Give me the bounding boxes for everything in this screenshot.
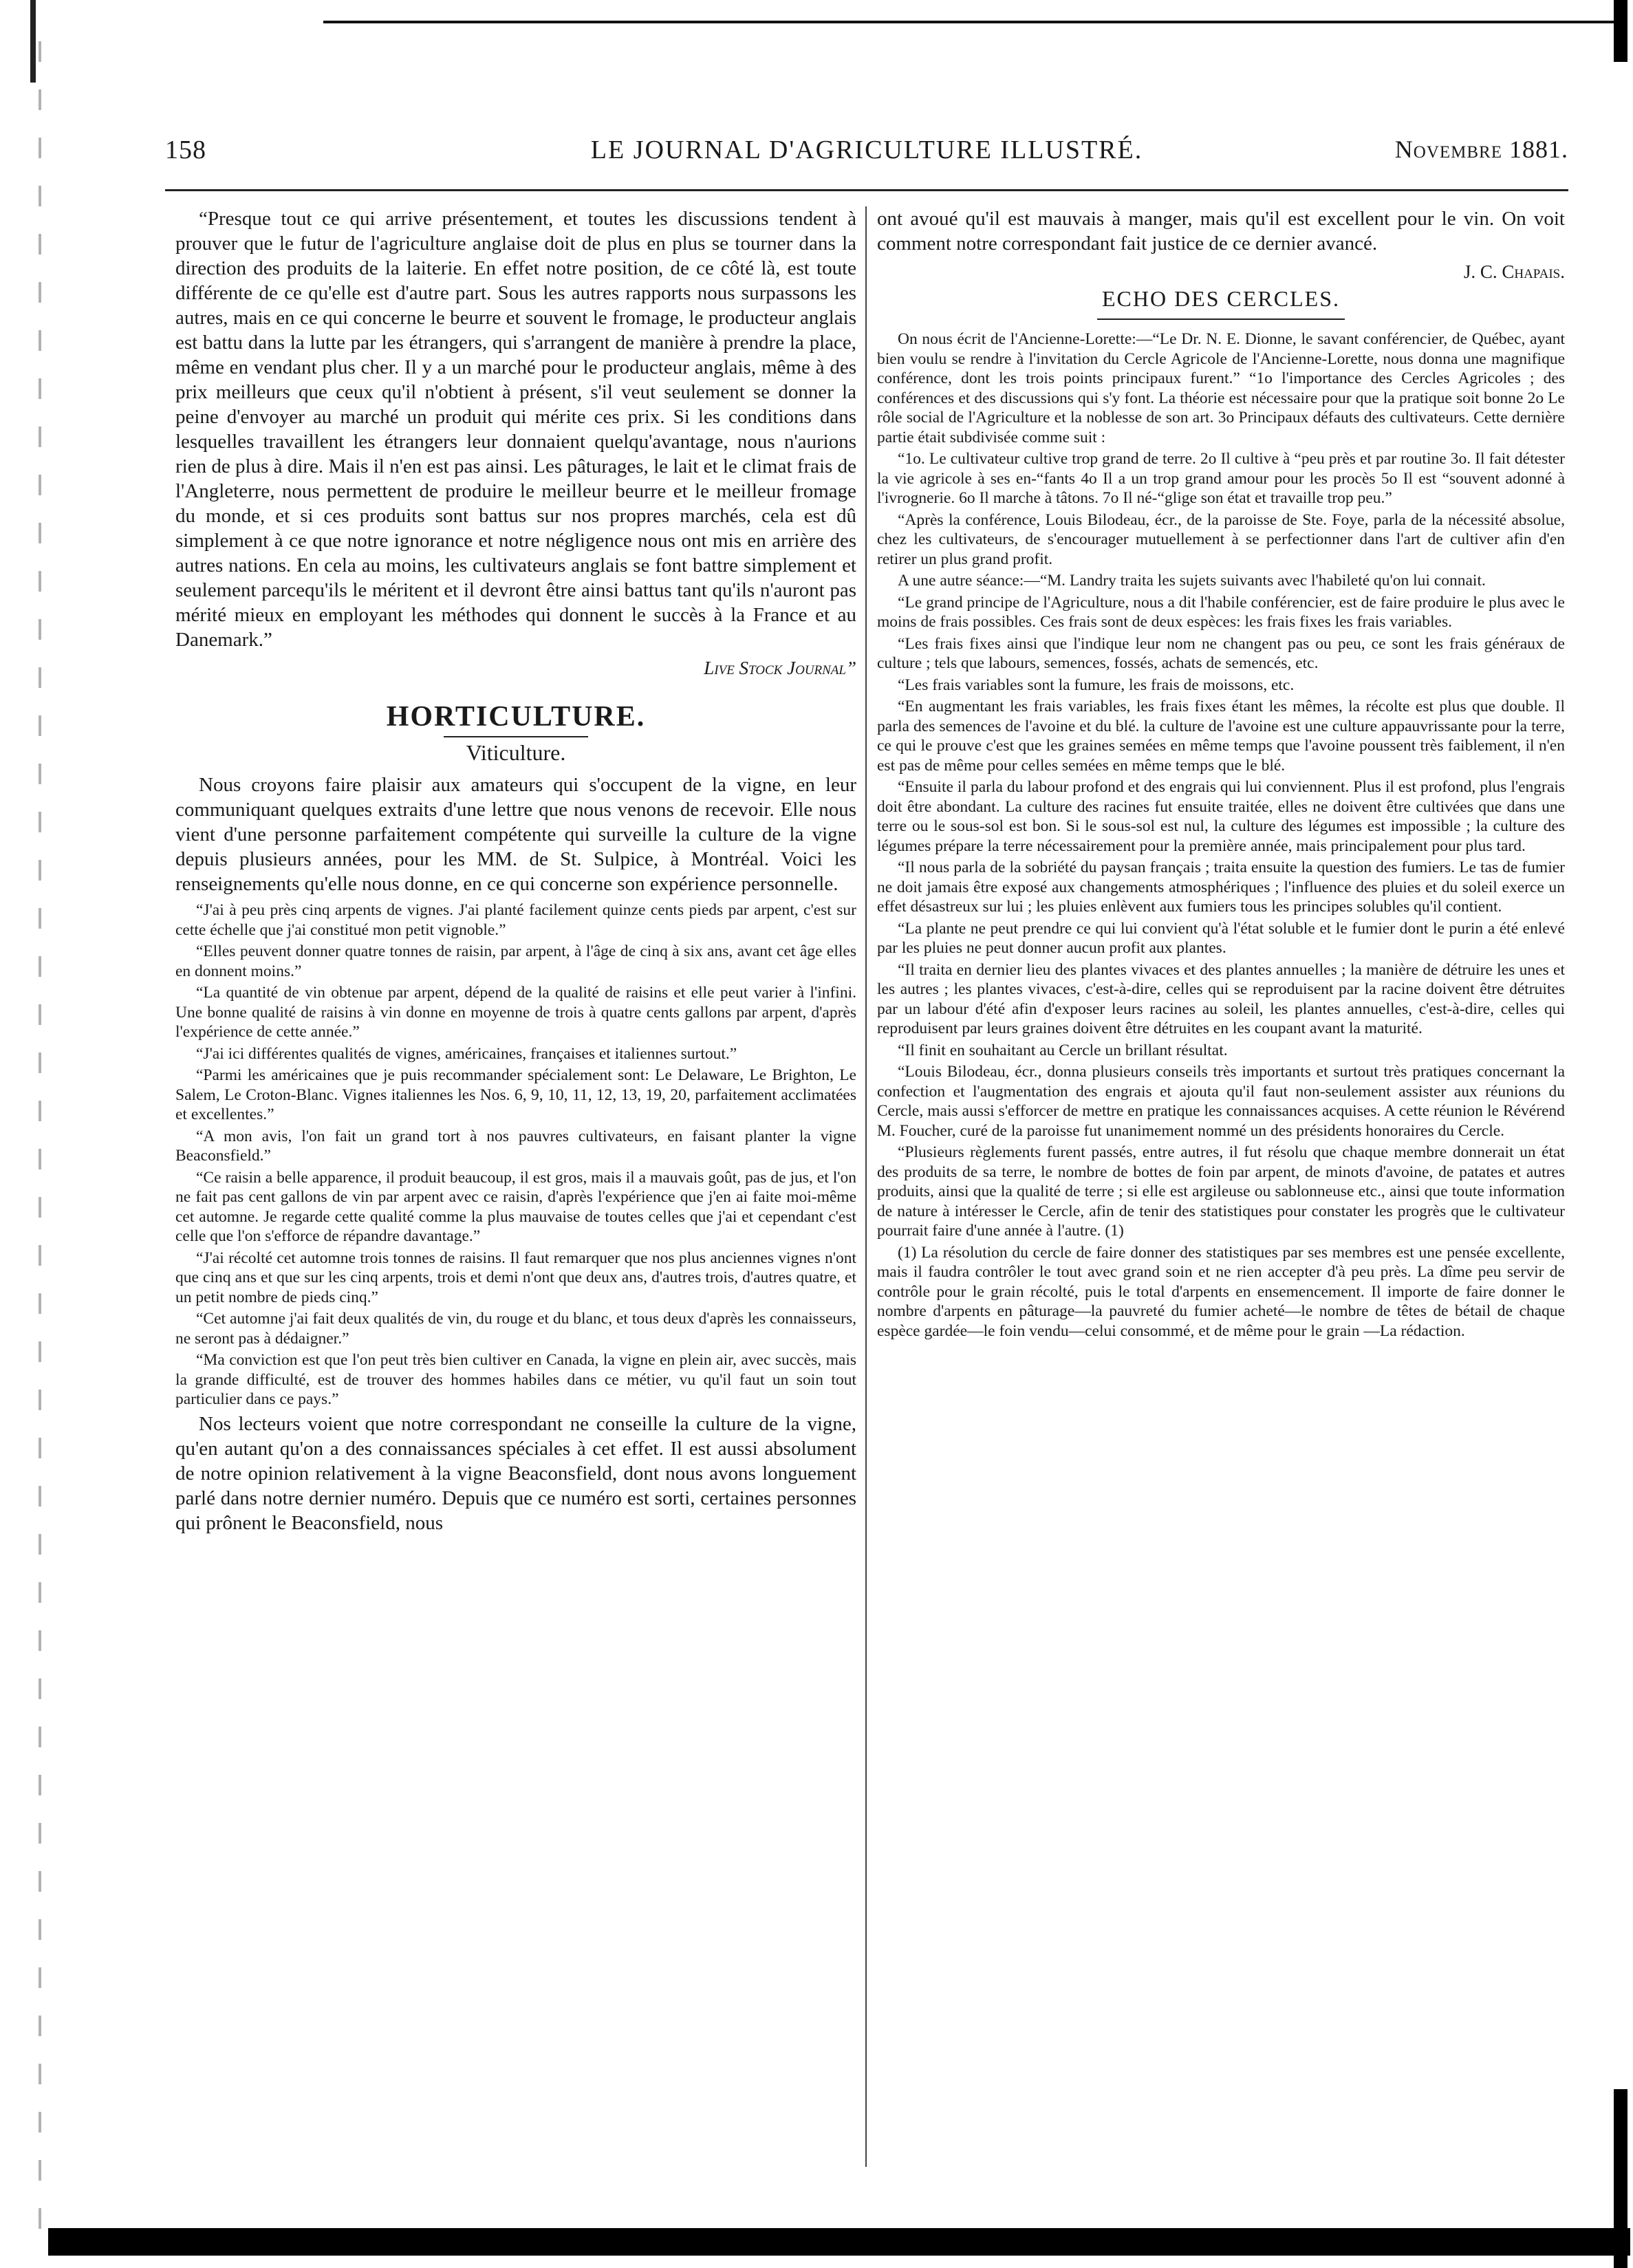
section-subtitle-viticulture: Viticulture. [466,740,566,765]
echo-paragraph: “En augmentant les frais variables, les frais fixes étant les mêmes, la récolte est plus que double. Il parla des semences de l'avoine et du blé. la culture de l'avoine est une culture appauvrissante pour la terre, ce qui le prouve c'est que les graines semées en même temps que l'avoine poussent très faiblement, il n'en est pas de même pour celles semées en même temps que le blé. [877,698,1565,775]
letter-paragraph: “J'ai récolté cet automne trois tonnes de raisins. Il faut remarquer que nos plus anciennes vignes n'ont que cinq ans et que sur les cinq arpents, trois et demi n'ont que deux ans, d'autres trois, d'autres quatre, et un petit nombre de pieds cinq.” [175,1249,856,1306]
echo-paragraph: “Après la conférence, Louis Bilodeau, écr., de la paroisse de Ste. Foye, parla de la nécessité absolue, chez les cultivateurs, de s'encourager mutuellement à se perfectionner dans l'art de cultiver afin d'en retirer un plus grand profit. [877,510,1565,568]
echo-paragraph: “Il finit en souhaitant au Cercle un brillant résultat. [898,1041,1228,1059]
letter-paragraph: “Ce raisin a belle apparence, il produit beaucoup, il est gros, mais il a mauvais goût, pas de jus, et l'on ne fait pas cent gallons de vin par arpent avec ce raisin, d'après l'expérience que j'en ai faite moi-même cet automne. Je regarde cette qualité comme la plus mauvaise de toutes celles que j'ai et cependant c'est celle que l'on s'efforce de répandre davantage.” [175,1168,856,1245]
echo-paragraph: “Ensuite il parla du labour profond et des engrais qui lui conviennent. Plus il est profond, plus l'engrais doit être abondant. La culture des racines fut ensuite traitée, elles ne doivent être cultivées que dans une terre ou le sous-sol est bon. Si le sous-sol est nul, la culture des légumes est impossible ; la culture des légumes prépare la terre nécessairement pour la première année, mais principalement pour plus tard. [877,778,1565,855]
scan-edge-bottom [48,2228,1630,2256]
echo-paragraph: “Le grand principe de l'Agriculture, nous a dit l'habile conférencier, est de faire produire le plus avec le moins de frais possibles. Ces frais sont de deux espèces: les frais fixes les frais variables. [877,593,1565,631]
letter-paragraph: “A mon avis, l'on fait un grand tort à nos pauvres cultivateurs, en faisant planter la vigne Beaconsfield.” [175,1127,856,1165]
echo-paragraph: “Il nous parla de la sobriété du paysan français ; traita ensuite la question des fumiers. Le tas de fumier ne doit jamais être exposé aux changements atmosphériques ; l'influence des pluies et du soleil exerce un effet désastreux sur lui ; les pluies enlèvent aux fumiers tous les principes solubles qu'il contient. [877,858,1565,916]
page-number: 158 [165,136,206,164]
echo-paragraph: A une autre séance:—“M. Landry traita les sujets suivants avec l'habileté qu'on lui connait. [898,572,1486,590]
scan-edge-left [39,41,41,2229]
echo-paragraph: “Les frais variables sont la fumure, les frais de moissons, etc. [898,676,1295,694]
letter-paragraph: “La quantité de vin obtenue par arpent, dépend de la qualité de raisins et elle peut varier à l'infini. Une bonne qualité de raisins à vin donne en moyenne de trois à quatre cents gallons par arpent, d'après l'expérience de cette année.” [175,984,856,1041]
issue-date: Novembre 1881. [1394,136,1568,163]
section-rule [444,736,588,737]
echo-paragraph: “La plante ne peut prendre ce qui lui convient qu'à l'état soluble et le fumier dont le purin a été enlevé par les pluies ne peut donner aucun profit aux plantes. [877,919,1565,957]
echo-paragraph: “Plusieurs règlements furent passés, entre autres, il fut résolu que chaque membre donnerait un état des produits de sa terre, le nombre de bottes de foin par arpent, de minots d'avoine, de patates et autres produits, ainsi que la qualité de terre ; si elle est argileuse ou sablonneuse etc., ainsi que toute information de nature à intéresser le Cercle, afin de tenir des statistiques pour constater les progrès que le cultivateur pourrait faire d'une année à l'autre. (1) [877,1143,1565,1240]
horticulture-intro: Nous croyons faire plaisir aux amateurs qui s'occupent de la vigne, en leur communiquant quelques extraits d'une lettre que nous venons de recevoir. Elle nous vient d'une personne parfaitement compétente qui surveille la culture de la vigne depuis plusieurs années, pour les MM. de St. Sulpice, à Montréal. Voici les renseignements qu'elle nous donne, en ce qui concerne son expérience personnelle. [175,774,856,895]
echo-paragraph: “Les frais fixes ainsi que l'indique leur nom ne changent pas ou peu, ce sont les frais généraux de culture ; tels que labours, semences, fossés, achats de semencés, etc. [877,634,1565,672]
letter-extracts [175,900,856,1410]
scan-edge-top-left [30,0,36,83]
column-divider [865,206,867,2167]
running-header [165,135,1568,169]
letter-paragraph: “Cet automne j'ai fait deux qualités de vin, du rouge et du blanc, et tous deux d'après les connaisseurs, ne seront pas à dédaigner.” [175,1310,856,1348]
right-column [877,206,1565,1343]
section-title-horticulture: HORTICULTURE. [386,701,646,733]
echo-paragraph: “Louis Bilodeau, écr., donna plusieurs conseils très importants et surtout très pratiques concernant la confection et l'augmentation des engrais et ajouta qu'il faut non-seulement assister aux réunions du Cercle, mais aussi s'efforcer de mettre en pratique les connaissances acquises. A cette réunion le Révérend M. Foucher, curé de la paroisse fut unanimement nommé un des présidents honoraires du Cercle. [877,1063,1565,1140]
editorial-footnote: (1) La résolution du cercle de faire donner des statistiques par ses membres est une pensée excellente, mais il faudra contrôler le tout avec grand soin et ne rien accepter d'à peu près. La dîme peu servir de contrôle pour le grain récolté, puis le total d'arpents en ensemencement. Il importe de faire donner le nombre d'arpents en pâturage—la pauvreté du fumier acheté—le nombre de têtes de bétail de chaque espèce gardée—le foin vendu—celui consommé, et de même pour le grain —La rédaction. [877,1243,1565,1340]
intro-source: Live Stock Journal” [704,658,856,678]
scan-edge-bottom-right [1614,2089,1627,2268]
continuation-paragraph: ont avoué qu'il est mauvais à manger, mais qu'il est excellent pour le vin. On voit comment notre correspondant fait justice de ce dernier avancé. [877,208,1565,255]
letter-paragraph: “Elles peuvent donner quatre tonnes de raisin, par arpent, à l'âge de cinq à six ans, avant cet âge elles en donnent moins.” [175,942,856,980]
header-rule [165,189,1568,191]
left-column [175,206,856,1540]
echo-paragraph: On nous écrit de l'Ancienne-Lorette:—“Le Dr. N. E. Dionne, le savant conférencier, de Québec, ayant bien voulu se rendre à l'invitation du Cercle Agricole de l'Ancienne-Lorette, nous donna une magnifique conférence, dont les trois points principaux furent.” “1o l'importance des Cercles Agricoles ; des conférences et des discussions qui s'y font. La théorie est nécessaire pour que la pratique soit bonne 2o Le rôle social de l'Agriculture et la noblesse de son art. 3o Principaux défauts des cultivateurs. Cette dernière partie était subdivisée comme suit : [877,330,1565,446]
letter-paragraph: “Ma conviction est que l'on peut très bien cultiver en Canada, la vigne en plein air, avec succès, mais la grande difficulté, est de trouver des hommes habiles dans ce métier, vu qu'il faut un soin tout particulier dans ce pays.” [175,1351,856,1408]
continuation-signature: J. C. Chapais. [1463,261,1565,282]
scan-top-rule [323,21,1616,23]
section-rule [1097,318,1345,320]
echo-paragraph: “Il traita en dernier lieu des plantes vivaces et des plantes annuelles ; la manière de détruire les unes et les autres ; les plantes vivaces, c'est-à-dire, celles qui se reproduisent par la racine doivent être détruites par un labour d'été afin d'exposer leurs racines au soleil, les plantes annuelles, c'est-à-dire, celles qui reproduisent par leurs graines doivent être détruites en les coupant avant la maturité. [877,960,1565,1037]
echo-paragraphs [877,330,1565,1341]
section-title-echo-des-cercles: ECHO DES CERCLES. [1101,286,1341,311]
journal-title: LE JOURNAL D'AGRICULTURE ILLUSTRÉ. [590,136,1143,164]
letter-paragraph: “Parmi les américaines que je puis recommander spécialement sont: Le Delaware, Le Brighton, Le Salem, Le Croton-Blanc. Vignes italiennes les Nos. 6, 9, 10, 11, 12, 13, 19, 20, parfaitement acclimatées et excellentes.” [175,1066,856,1123]
letter-paragraph: “J'ai à peu près cinq arpents de vignes. J'ai planté facilement quinze cents pieds par arpent, c'est sur cette échelle que j'ai constitué mon petit vignoble.” [175,901,856,939]
scan-edge-top-right [1614,0,1627,62]
echo-paragraph: “1o. Le cultivateur cultive trop grand de terre. 2o Il cultive à “peu près et par routine 3o. Il fait détester la vie agricole à ses en-“fants 4o Il a un trop grand amour pour les procès 5o Il est “souvent adonné à l'ivrognerie. 6o Il marche à tâtons. 7o Il né-“glige son état et travaille trop peu.” [877,450,1565,507]
closing-paragraph: Nos lecteurs voient que notre correspondant ne conseille la culture de la vigne, qu'en autant qu'on a des connaissances spéciales à cet effet. Il est aussi absolument de notre opinion relativement à la vigne Beaconsfield, dont nous avons longuement parlé dans notre dernier numéro. Depuis que ce numéro est sorti, certaines personnes qui prônent le Beaconsfield, nous [175,1412,856,1534]
letter-paragraph: “J'ai ici différentes qualités de vignes, américaines, françaises et italiennes surtout.” [196,1044,737,1063]
intro-paragraph: “Presque tout ce qui arrive présentement, et toutes les discussions tendent à prouver que le futur de l'agriculture anglaise doit de plus en plus se tourner dans la direction des produits de la laiterie. En effet notre position, de ce côté là, est toute différente de ce qu'elle est d'autre part. Sous les autres rapports nous surpassons les autres, mais en ce qui concerne le beurre et souvent le fromage, le producteur anglais est battu dans la lutte par les étrangers, qui s'arrangent de manière à prendre la place, même en vendant plus cher. Il y a un marché pour le producteur anglais, même à des prix meilleurs que ceux qu'il n'obtient à présent, s'il veut seulement se donner la peine d'envoyer au marché un produit qui mérite ces prix. Si les conditions dans lesquelles travaillent les étrangers leur donnaient quelqu'avantage, nous n'aurions rien de plus à dire. Mais il n'en est pas ainsi. Les pâturages, le lait et le climat frais de l'Angleterre, nous permettent de produire le meilleur beurre et le meilleur fromage du monde, et si ces produits sont battus sur nos propres marchés, cela est dû simplement à ce que notre ignorance et notre négligence nous ont mis en arrière des autres nations. En cela au moins, les cultivateurs anglais se font battre simplement et seulement parcequ'ils le méritent et il devront être ainsi battus tant qu'ils n'auront pas mérité mieux en employant les méthodes qui donnent le succès à la France et au Danemark.” [175,208,856,651]
